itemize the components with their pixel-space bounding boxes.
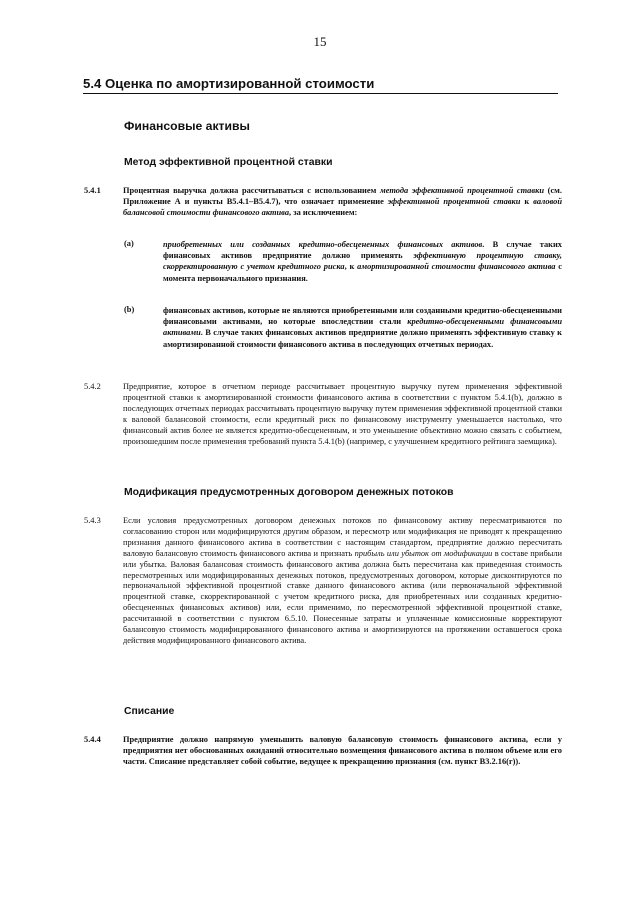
chapter-title: 5.4 Оценка по амортизированной стоимости (83, 76, 558, 94)
list-item-label: (a) (124, 239, 134, 248)
paragraph-number: 5.4.1 (84, 186, 101, 195)
list-item-label: (b) (124, 305, 135, 314)
paragraph-5-4-3 (84, 516, 562, 647)
paragraph-text: Предприятие, которое в отчетном периоде рассчитывает процентную выручку путем применения эффективной процентной ставки к амортизированной стоимости финансового актива в соответствии с пунктом 5.4.1(b), должно в последующих отчетных периодах рассчитывать процентную выручку путем применения эффективной процентной ставки к валовой балансовой стоимости, если кредитный риск по финансовому инструменту уменьшается настолько, что финансовый актив более не является кредитно-обесцененным, и это уменьшение объективно можно связать с событием, произошедшим после применения требований пункта 5.4.1(b) (например, с улучшением кредитного рейтинга заемщика). (123, 382, 562, 446)
paragraph-text: Предприятие должно напрямую уменьшить валовую балансовую стоимость финансового актива, если у предприятия нет обоснованных ожиданий относительно возмещения финансового актива в полном объеме или его части. Списание представляет собой событие, ведущее к прекращению признания (см. пункт В3.2.16(r)). (123, 735, 562, 766)
heading-effective-rate: Метод эффективной процентной ставки (124, 157, 333, 168)
paragraph-number: 5.4.2 (84, 382, 101, 391)
paragraph-5-4-4 (84, 735, 562, 768)
paragraph-text: Если условия предусмотренных договором денежных потоков по финансовому активу пересматриваются по согласованию сторон или модифицируются другим образом, и пересмотр или модификация не приводят к прекращению признания данного финансового актива в соответствии с настоящим стандартом, предприятие должно пересчитать валовую балансовую стоимость финансового актива и признать прибыль или убыток от модификации в составе прибыли или убытка. Валовая балансовая стоимость финансового актива должна быть пересчитана как приведенная стоимость пересмотренных или модифицированных денежных потоков, предусмотренных договором, которые дисконтируются по первоначальной эффективной процентной ставке данного финансового актива (или первоначальной эффективной процентной ставке, скорректированной с учетом кредитного риска, для приобретенных или созданных кредитно-обесцененных финансовых активов) или, если применимо, по пересмотренной эффективной процентной ставке, рассчитанной в соответствии с пунктом 6.5.10. Понесенные затраты и уплаченные комиссионные корректируют балансовую стоимость модифицированного финансового актива и амортизируются на протяжении оставшегося срока действия модифицированного финансового актива. (123, 516, 562, 645)
list-item-a (124, 239, 562, 284)
list-item-text: приобретенных или созданных кредитно-обесцененных финансовых активов. В случае таких финансовых активов предприятие должно применять эффективную процентную ставку, скорректированную с учетом кредитного риска, к амортизированной стоимости финансового актива с момента первоначального признания. (163, 240, 563, 283)
paragraph-5-4-1 (84, 186, 562, 219)
paragraph-number: 5.4.4 (84, 735, 101, 744)
paragraph-number: 5.4.3 (84, 516, 101, 525)
paragraph-text: Процентная выручка должна рассчитываться с использованием метода эффективной процентной ставки (см. Приложение А и пункты В5.4.1–В5.4.7), что означает применение эффективной процентной ставки к валовой балансовой стоимости финансового актива, за исключением: (123, 186, 563, 217)
heading-modification: Модификация предусмотренных договором денежных потоков (124, 487, 454, 498)
list-item-b (124, 305, 562, 350)
list-item-text: финансовых активов, которые не являются приобретенными или созданными кредитно-обесцененными финансовыми активами, но которые впоследствии стали кредитно-обесцененными финансовыми активами. В случае таких финансовых активов предприятие должно применять эффективную ставку к амортизированной стоимости финансового актива в последующих отчетных периодах. (163, 306, 562, 349)
subsection-financial-assets: Финансовые активы (124, 119, 250, 133)
heading-writeoff: Списание (124, 706, 175, 717)
page-number: 15 (313, 34, 327, 49)
paragraph-5-4-2 (84, 382, 562, 447)
